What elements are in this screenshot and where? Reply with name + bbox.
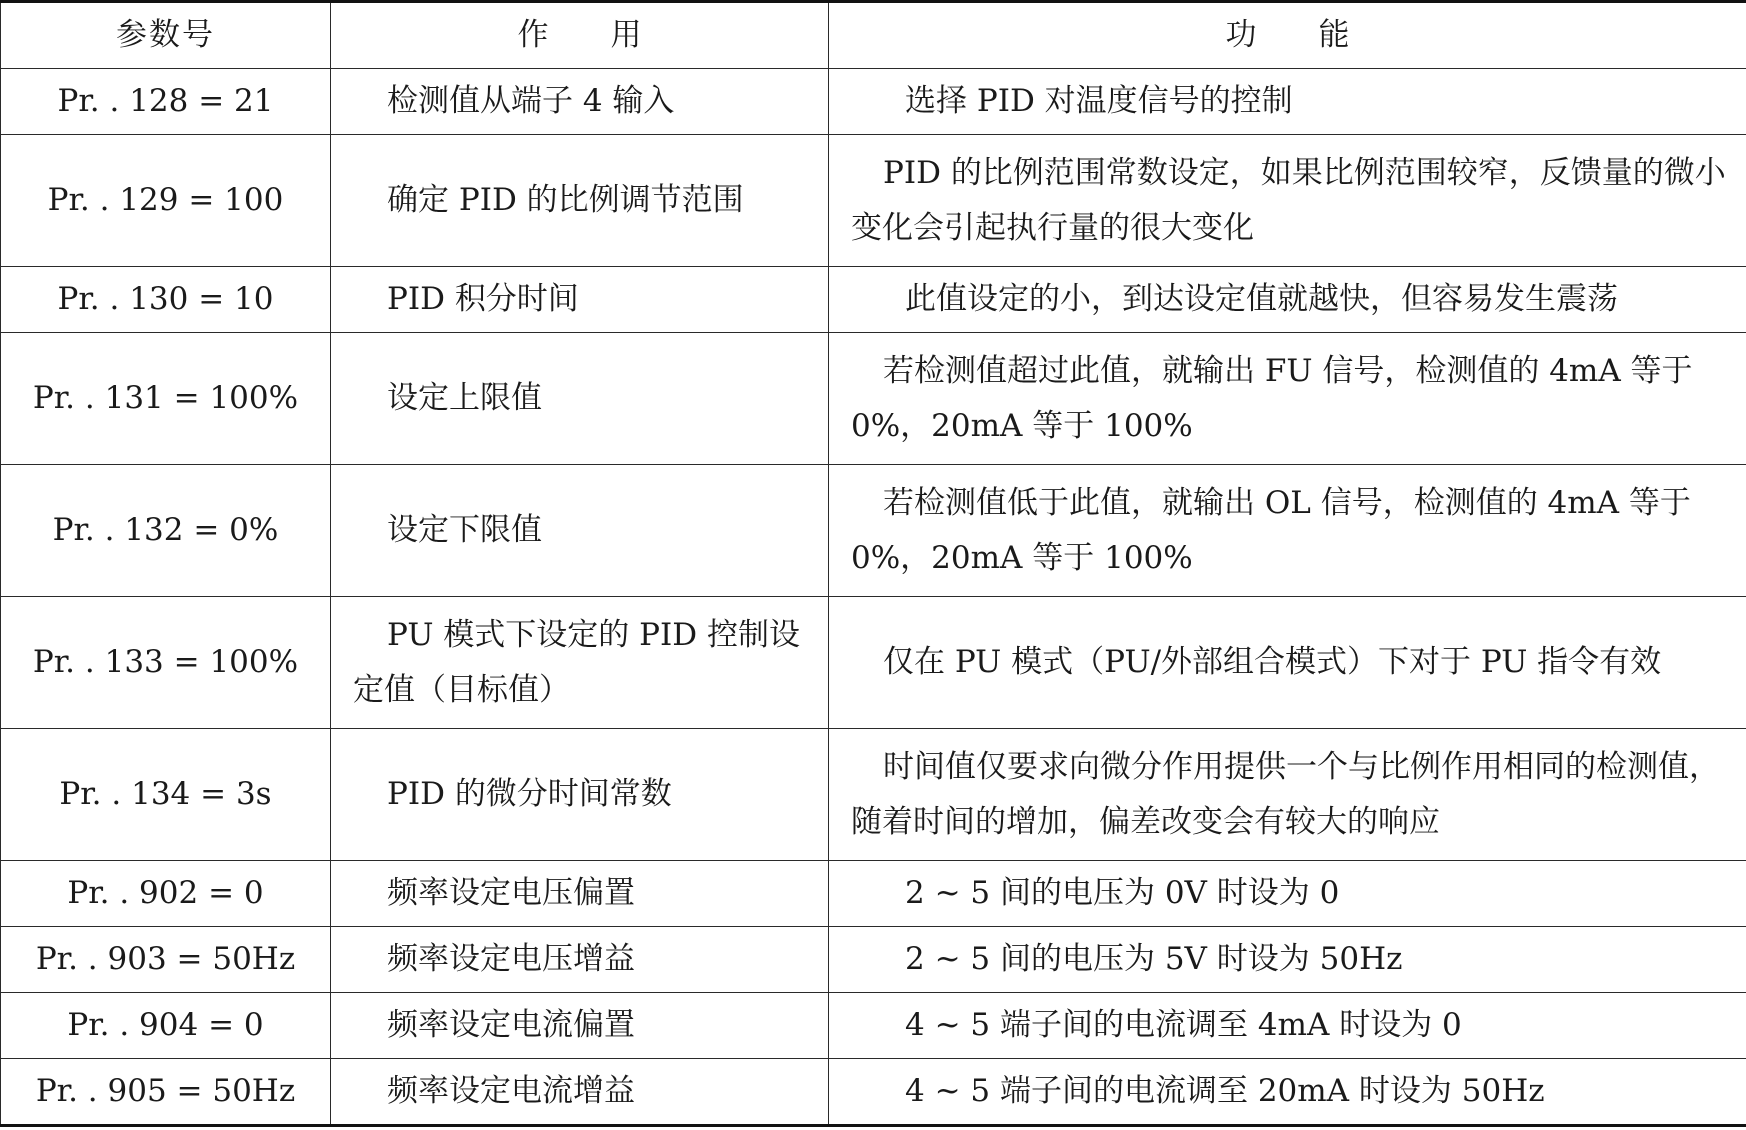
- role-cell: 频率设定电压增益: [331, 927, 829, 993]
- role-cell: PID 积分时间: [331, 267, 829, 333]
- param-cell: Pr. . 132 = 0%: [1, 465, 331, 597]
- role-cell: PID 的微分时间常数: [331, 729, 829, 861]
- table-row: [1, 1059, 1746, 1126]
- function-cell: 2 ~ 5 间的电压为 0V 时设为 0: [829, 861, 1746, 927]
- param-cell: Pr. . 128 = 21: [1, 69, 331, 135]
- param-cell: Pr. . 903 = 50Hz: [1, 927, 331, 993]
- table-row: [1, 135, 1746, 267]
- role-cell: PU 模式下设定的 PID 控制设定值（目标值）: [331, 597, 829, 729]
- header-role: 作 用: [331, 2, 829, 69]
- role-cell: 频率设定电流偏置: [331, 993, 829, 1059]
- function-cell: 此值设定的小，到达设定值就越快，但容易发生震荡: [829, 267, 1746, 333]
- function-cell: 若检测值低于此值，就输出 OL 信号，检测值的 4mA 等于0%，20mA 等于 100%: [829, 465, 1746, 597]
- header-function: 功 能: [829, 2, 1746, 69]
- role-cell: 频率设定电压偏置: [331, 861, 829, 927]
- table-row: [1, 597, 1746, 729]
- role-cell: 设定上限值: [331, 333, 829, 465]
- role-cell: 确定 PID 的比例调节范围: [331, 135, 829, 267]
- param-cell: Pr. . 134 = 3s: [1, 729, 331, 861]
- table-row: [1, 267, 1746, 333]
- table-row: [1, 465, 1746, 597]
- role-cell: 频率设定电流增益: [331, 1059, 829, 1126]
- table-row: [1, 729, 1746, 861]
- table-row: [1, 927, 1746, 993]
- table-row: [1, 69, 1746, 135]
- function-cell: 仅在 PU 模式（PU/外部组合模式）下对于 PU 指令有效: [829, 597, 1746, 729]
- function-cell: 4 ~ 5 端子间的电流调至 20mA 时设为 50Hz: [829, 1059, 1746, 1126]
- table-row: [1, 993, 1746, 1059]
- function-cell: PID 的比例范围常数设定，如果比例范围较窄，反馈量的微小变化会引起执行量的很大变化: [829, 135, 1746, 267]
- table-header-row: [1, 2, 1746, 69]
- role-cell: 设定下限值: [331, 465, 829, 597]
- header-param-number: 参数号: [1, 2, 331, 69]
- param-cell: Pr. . 902 = 0: [1, 861, 331, 927]
- param-cell: Pr. . 131 = 100%: [1, 333, 331, 465]
- param-cell: Pr. . 133 = 100%: [1, 597, 331, 729]
- table-row: [1, 861, 1746, 927]
- function-cell: 若检测值超过此值，就输出 FU 信号，检测值的 4mA 等于0%，20mA 等于 100%: [829, 333, 1746, 465]
- function-cell: 选择 PID 对温度信号的控制: [829, 69, 1746, 135]
- param-cell: Pr. . 129 = 100: [1, 135, 331, 267]
- function-cell: 2 ~ 5 间的电压为 5V 时设为 50Hz: [829, 927, 1746, 993]
- function-cell: 时间值仅要求向微分作用提供一个与比例作用相同的检测值，随着时间的增加，偏差改变会有较大的响应: [829, 729, 1746, 861]
- param-cell: Pr. . 905 = 50Hz: [1, 1059, 331, 1126]
- param-cell: Pr. . 130 = 10: [1, 267, 331, 333]
- param-cell: Pr. . 904 = 0: [1, 993, 331, 1059]
- role-cell: 检测值从端子 4 输入: [331, 69, 829, 135]
- function-cell: 4 ~ 5 端子间的电流调至 4mA 时设为 0: [829, 993, 1746, 1059]
- table-row: [1, 333, 1746, 465]
